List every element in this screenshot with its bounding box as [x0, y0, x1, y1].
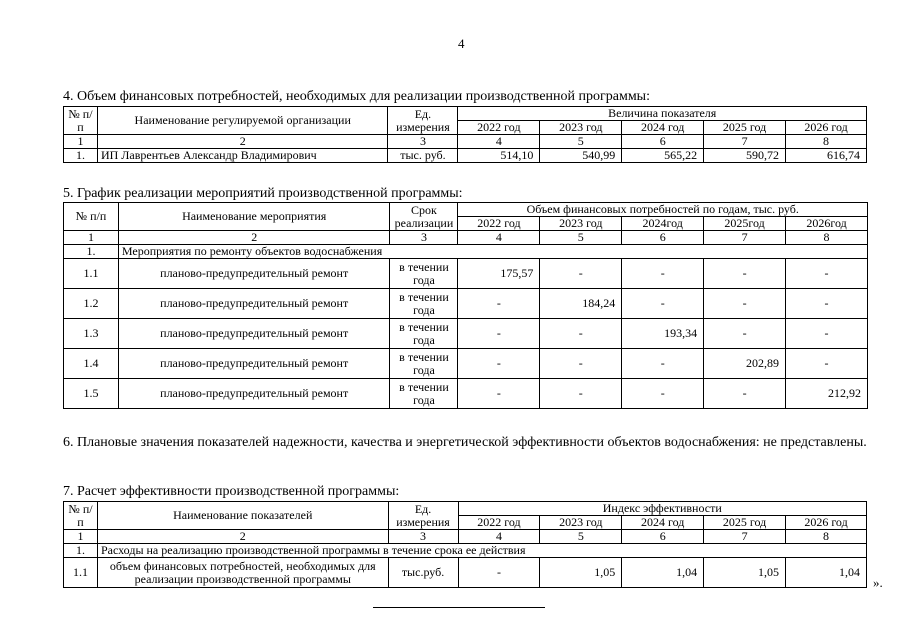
row-value: 1,05	[540, 558, 622, 588]
index-cell: 5	[540, 135, 622, 149]
index-cell: 6	[622, 530, 704, 544]
index-cell: 2	[97, 135, 388, 149]
index-cell: 3	[388, 135, 458, 149]
header-year: 2026 год	[786, 516, 867, 530]
group-row	[64, 544, 867, 558]
row-value: -	[622, 259, 704, 289]
header-value: Объем финансовых потребностей по годам, тыс. руб.	[458, 203, 868, 217]
index-cell: 1	[64, 530, 98, 544]
row-name: планово-предупредительный ремонт	[118, 319, 390, 349]
header-name: Наименование мероприятия	[118, 203, 390, 231]
header-value: Величина показателя	[458, 107, 867, 121]
header-year: 2025год	[704, 217, 786, 231]
index-cell: 2	[97, 530, 388, 544]
row-num: 1.2	[64, 289, 119, 319]
row-value: -	[786, 349, 868, 379]
group-num: 1.	[64, 245, 119, 259]
row-term: в течении года	[390, 259, 458, 289]
row-value: -	[622, 379, 704, 409]
index-cell: 8	[786, 135, 867, 149]
header-year: 2024год	[622, 217, 704, 231]
group-row	[64, 245, 868, 259]
row-value: -	[540, 259, 622, 289]
row-value: -	[786, 259, 868, 289]
header-year: 2024 год	[622, 121, 704, 135]
row-value: -	[704, 379, 786, 409]
index-cell: 3	[388, 530, 458, 544]
table-row	[64, 289, 868, 319]
row-num: 1.1	[64, 558, 98, 588]
row-value: -	[458, 349, 540, 379]
section4-heading: 4. Объем финансовых потребностей, необходимых для реализации производственной программы:	[63, 89, 650, 104]
group-name: Мероприятия по ремонту объектов водоснабжения	[118, 245, 867, 259]
row-name: планово-предупредительный ремонт	[118, 379, 390, 409]
index-cell: 2	[118, 231, 390, 245]
row-value: -	[786, 319, 868, 349]
footnote-rule	[373, 607, 545, 608]
group-num: 1.	[64, 544, 98, 558]
section7-heading: 7. Расчет эффективности производственной программы:	[63, 484, 400, 499]
row-value: -	[786, 289, 868, 319]
row-value: 590,72	[704, 149, 786, 163]
row-value: 1,05	[704, 558, 786, 588]
header-year: 2022 год	[458, 516, 540, 530]
table-row	[64, 349, 868, 379]
row-value: 1,04	[786, 558, 867, 588]
row-unit: тыс. руб.	[388, 149, 458, 163]
row-num: 1.	[64, 149, 98, 163]
row-value: 202,89	[704, 349, 786, 379]
row-value: 175,57	[458, 259, 540, 289]
table-row	[64, 379, 868, 409]
row-num: 1.5	[64, 379, 119, 409]
header-year: 2026год	[786, 217, 868, 231]
header-unit: Ед. измерения	[388, 107, 458, 135]
row-name: планово-предупредительный ремонт	[118, 349, 390, 379]
row-name: объем финансовых потребностей, необходимых для реализации производственной программы	[97, 558, 388, 588]
header-year: 2026 год	[786, 121, 867, 135]
row-value: 514,10	[458, 149, 540, 163]
row-value: 184,24	[540, 289, 622, 319]
table-row	[64, 259, 868, 289]
page-number: 4	[458, 36, 465, 51]
row-value: -	[622, 289, 704, 319]
row-value: -	[458, 319, 540, 349]
row-term: в течении года	[390, 319, 458, 349]
row-value: -	[540, 319, 622, 349]
header-num: № п/п	[64, 203, 119, 231]
row-value: -	[540, 349, 622, 379]
header-name: Наименование показателей	[97, 502, 388, 530]
header-year: 2022 год	[458, 121, 540, 135]
header-value: Индекс эффективности	[458, 502, 866, 516]
index-cell: 8	[786, 231, 868, 245]
row-value: -	[704, 289, 786, 319]
index-cell: 1	[64, 231, 119, 245]
index-cell: 7	[704, 530, 786, 544]
efficiency-table	[63, 501, 867, 588]
index-cell: 4	[458, 135, 540, 149]
row-num: 1.1	[64, 259, 119, 289]
section6-text: 6. Плановые значения показателей надежности, качества и энергетической эффективности объектов водоснабжения: не представлены.	[63, 435, 867, 450]
schedule-table	[63, 202, 868, 409]
row-value: -	[704, 319, 786, 349]
row-name: планово-предупредительный ремонт	[118, 259, 390, 289]
header-year: 2025 год	[704, 121, 786, 135]
group-name: Расходы на реализацию производственной программы в течение срока ее действия	[97, 544, 866, 558]
index-cell: 6	[622, 231, 704, 245]
row-value: 212,92	[786, 379, 868, 409]
row-value: 540,99	[540, 149, 622, 163]
index-cell: 3	[390, 231, 458, 245]
row-value: -	[458, 379, 540, 409]
index-row	[64, 135, 867, 149]
header-year: 2022 год	[458, 217, 540, 231]
index-row	[64, 231, 868, 245]
table-row	[64, 149, 867, 163]
header-num: № п/п	[64, 502, 98, 530]
row-term: в течении года	[390, 379, 458, 409]
row-term: в течении года	[390, 349, 458, 379]
row-value: -	[458, 558, 540, 588]
row-name: ИП Лаврентьев Александр Владимирович	[97, 149, 388, 163]
header-year: 2023 год	[540, 516, 622, 530]
row-value: -	[458, 289, 540, 319]
table-row	[64, 319, 868, 349]
index-cell: 7	[704, 135, 786, 149]
index-cell: 4	[458, 530, 540, 544]
header-unit: Ед. измерения	[388, 502, 458, 530]
row-value: -	[622, 349, 704, 379]
index-cell: 1	[64, 135, 98, 149]
header-num: № п/п	[64, 107, 98, 135]
table-row	[64, 558, 867, 588]
header-year: 2023 год	[540, 217, 622, 231]
financial-needs-table	[63, 106, 867, 163]
row-value: 193,34	[622, 319, 704, 349]
row-value: 616,74	[786, 149, 867, 163]
index-cell: 6	[622, 135, 704, 149]
row-value: -	[540, 379, 622, 409]
row-value: 565,22	[622, 149, 704, 163]
index-cell: 4	[458, 231, 540, 245]
index-row	[64, 530, 867, 544]
index-cell: 8	[786, 530, 867, 544]
index-cell: 7	[704, 231, 786, 245]
header-year: 2024 год	[622, 516, 704, 530]
row-value: 1,04	[622, 558, 704, 588]
row-num: 1.4	[64, 349, 119, 379]
row-name: планово-предупредительный ремонт	[118, 289, 390, 319]
header-year: 2025 год	[704, 516, 786, 530]
header-term: Срок реализации	[390, 203, 458, 231]
row-value: -	[704, 259, 786, 289]
row-unit: тыс.руб.	[388, 558, 458, 588]
index-cell: 5	[540, 530, 622, 544]
header-org: Наименование регулируемой организации	[97, 107, 388, 135]
index-cell: 5	[540, 231, 622, 245]
row-num: 1.3	[64, 319, 119, 349]
section5-heading: 5. График реализации мероприятий производственной программы:	[63, 186, 463, 201]
header-year: 2023 год	[540, 121, 622, 135]
row-term: в течении года	[390, 289, 458, 319]
closing-quote: ».	[873, 575, 883, 590]
